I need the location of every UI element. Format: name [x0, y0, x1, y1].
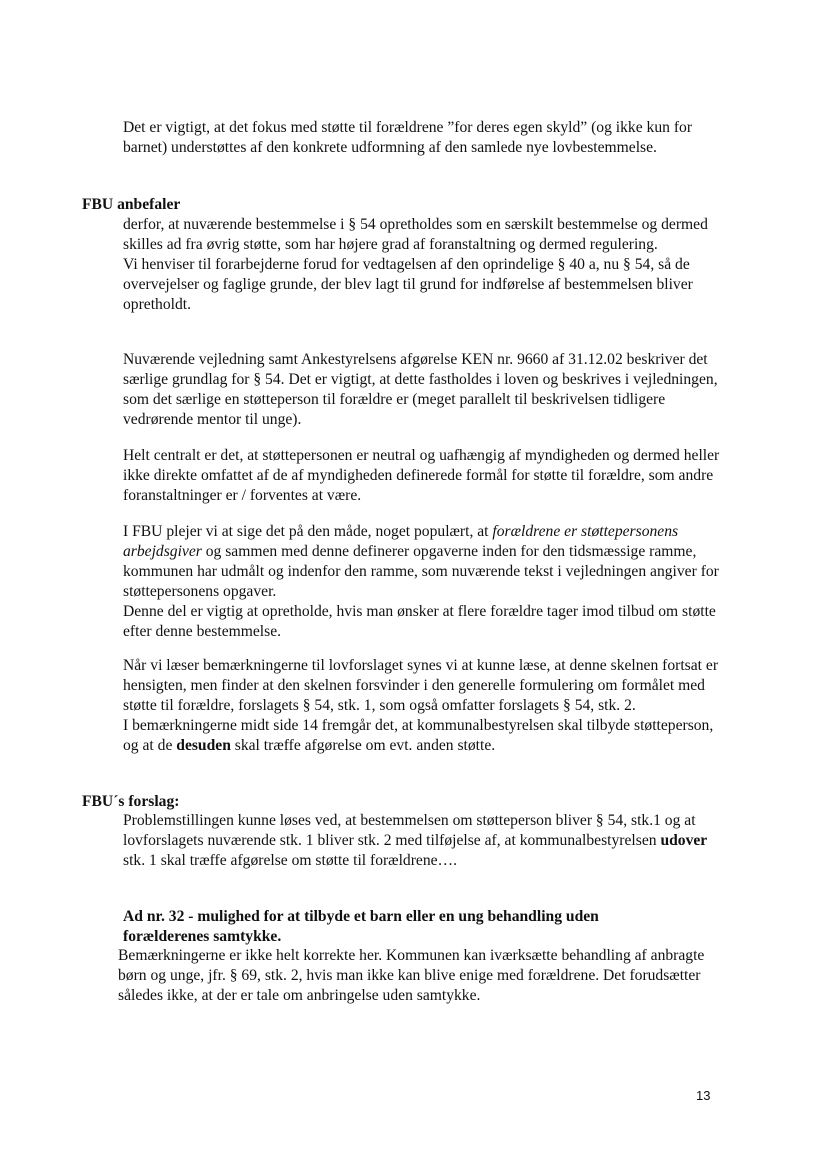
text-bemaerkninger-before: I bemærkningerne midt side 14 fremgår det, at kommunalbestyrelsen skal tilbyde støtteperson, og at de — [123, 717, 714, 754]
text-forslag-bold: udover — [660, 832, 708, 849]
text-bemaerkninger-bold: desuden — [176, 737, 231, 754]
heading-fbu-forslag: FBU´s forslag: — [82, 793, 180, 810]
paragraph-intro: Det er vigtigt, at det fokus med støtte til forældrene ”for deres egen skyld” (og ikke kun for barnet) understøttes af den konkrete udformning af den samlede nye lovbestemmelse. — [123, 119, 693, 156]
paragraph-ad-nr-32: Bemærkningerne er ikke helt korrekte her. Kommunen kan iværksætte behandling af anbragte børn og unge, jfr. § 69, stk. 2, hvis man ikke kan blive enige med forældrene. Det forudsætter således ikke, at der er tale om anbringelse uden samtykke. — [118, 947, 705, 1004]
paragraph-fbu-plejer-2: Denne del er vigtig at opretholde, hvis man ønsker at flere forældre tager imod tilbud om støtte efter denne bestemmelse. — [123, 603, 716, 640]
text-forslag-before: Problemstillingen kunne løses ved, at bestemmelsen om støtteperson bliver § 54, stk.1 og at lovforslagets nuværende stk. 1 bliver stk. 2 med tilføjelse af, at kommunalbestyrelsen — [123, 812, 696, 849]
heading-ad-nr-32: Ad nr. 32 - mulighed for at tilbyde et barn eller en ung behandling uden forælderenes samtykke. — [123, 908, 599, 945]
section-fbu-anbefaler — [123, 215, 723, 315]
paragraph-bemaerkninger-1: Når vi læser bemærkningerne til lovforslaget synes vi at kunne læse, at denne skelnen fortsat er hensigten, men finder at den skelnen forsvinder i den generelle formulering om formålet med støtte til forældre, forslagets § 54, stk. 1, som også omfatter forslagets § 54, stk. 2. — [123, 657, 719, 714]
paragraph-anbefaler-1: derfor, at nuværende bestemmelse i § 54 opretholdes som en særskilt bestemmelse og dermed skilles ad fra øvrig støtte, som har højere grad af foranstaltning og dermed regulering. — [123, 216, 708, 253]
paragraph-fbu-forslag — [123, 811, 723, 871]
text-fbu-plejer-after: og sammen med denne definerer opgaverne inden for den tidsmæssige ramme, kommunen har udmålt og indenfor den ramme, som nuværende tekst i vejledningen angiver for støttepersonens opgaver. — [123, 543, 719, 600]
paragraph-vejledning: Nuværende vejledning samt Ankestyrelsens afgørelse KEN nr. 9660 af 31.12.02 beskriver det særlige grundlag for § 54. Det er vigtigt, at dette fastholdes i loven og beskrives i vejledningen, som det særlige en støtteperson til forældre er (meget parallelt til beskrivelsen tidligere vedrørende mentor til unge). — [123, 351, 718, 428]
paragraph-bemaerkninger-2 — [123, 716, 723, 756]
paragraph-fbu-plejer-1 — [123, 522, 723, 602]
page-number: 13 — [696, 1088, 711, 1103]
text-fbu-plejer-italic: forældrene er støttepersonens arbejdsgiver — [123, 523, 679, 560]
text-bemaerkninger-after: skal træffe afgørelse om evt. anden støtte. — [230, 737, 496, 754]
paragraph-fbu-plejer — [123, 522, 723, 642]
paragraph-anbefaler-2: Vi henviser til forarbejderne forud for vedtagelsen af den oprindelige § 40 a, nu § 54, så de overvejelser og faglige grunde, der blev lagt til grund for indførelse af bestemmelsen bliver opretholdt. — [123, 256, 693, 313]
paragraph-centralt: Helt centralt er det, at støttepersonen er neutral og uafhængig af myndigheden og dermed heller ikke direkte omfattet af de af myndigheden definerede formål for støtte til forældre, som andre foranstaltninger er / forventes at være. — [123, 447, 720, 504]
text-forslag-after: stk. 1 skal træffe afgørelse om støtte til forældrene…. — [123, 852, 458, 869]
paragraph-bemaerkninger — [123, 656, 723, 756]
text-fbu-plejer-before: I FBU plejer vi at sige det på den måde, noget populært, at — [123, 523, 493, 540]
heading-fbu-anbefaler: FBU anbefaler — [82, 196, 181, 213]
